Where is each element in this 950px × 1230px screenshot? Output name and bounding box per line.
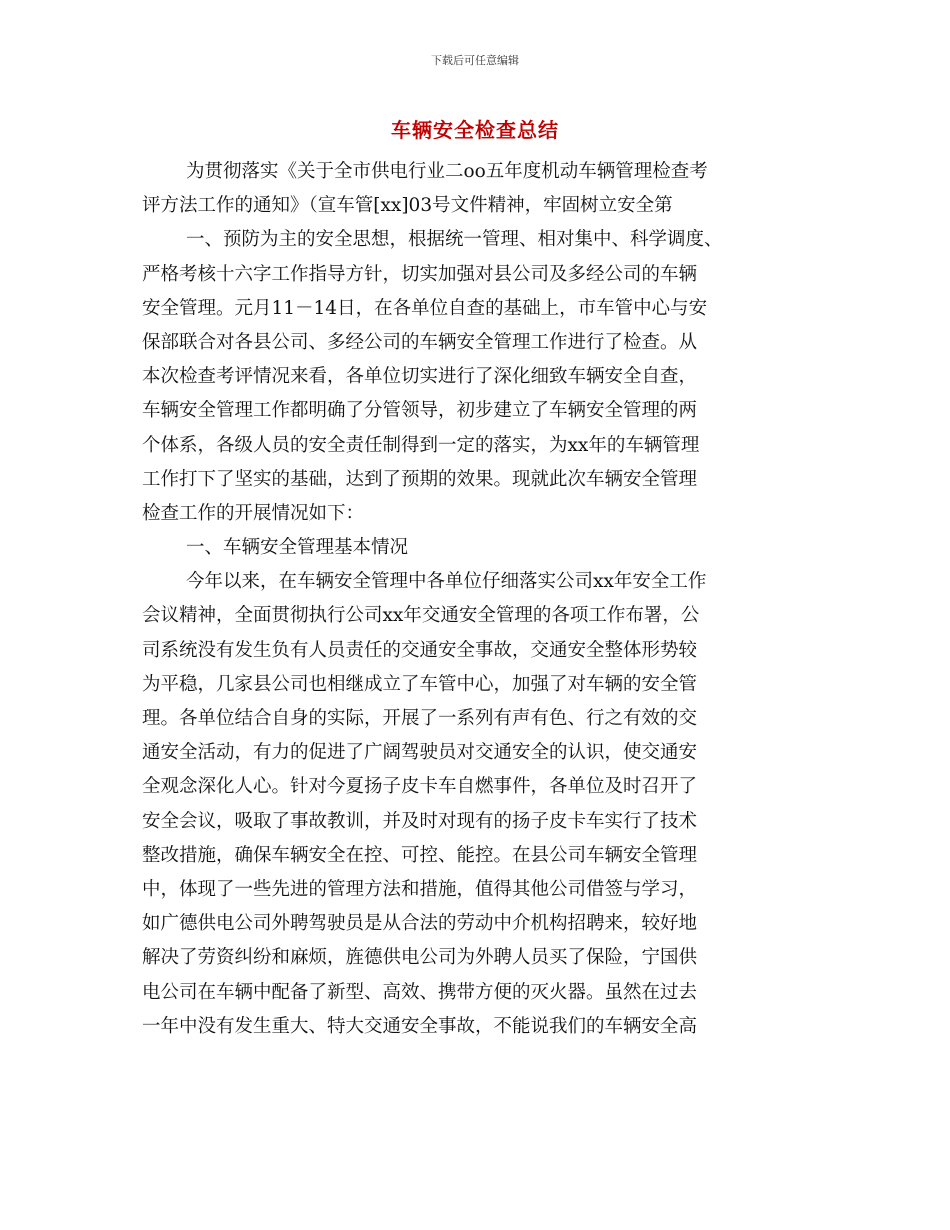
body-line: 司系统没有发生负有人员责任的交通安全事故，交通安全整体形势较 — [142, 639, 698, 661]
body-line: 理。各单位结合自身的实际，开展了一系列有声有色、行之有效的交 — [142, 708, 698, 729]
body-line: 电公司在车辆中配备了新型、高效、携带方便的灭火器。虽然在过去 — [142, 981, 698, 1003]
body-line: 为贯彻落实《关于全市供电行业二oo五年度机动车辆管理检查考 — [186, 161, 708, 182]
body-line: 工作打下了坚实的基础，达到了预期的效果。现就此次车辆安全管理 — [142, 468, 698, 490]
body-line: 一年中没有发生重大、特大交通安全事故，不能说我们的车辆安全高 — [142, 1015, 698, 1037]
body-line: 评方法工作的通知》（宣车管[xx]03号文件精神，牢固树立安全第 — [142, 195, 673, 217]
body-line: 中，体现了一些先进的管理方法和措施，值得其他公司借签与学习， — [142, 878, 698, 900]
body-line: 今年以来，在车辆安全管理中各单位仔细落实公司xx年安全工作 — [186, 571, 707, 593]
body-line: 如广德供电公司外聘驾驶员是从合法的劳动中介机构招聘来，较好地 — [142, 913, 698, 935]
body-line: 解决了劳资纠纷和麻烦，旌德供电公司为外聘人员买了保险，宁国供 — [142, 947, 698, 969]
document-title: 车辆安全检查总结 — [391, 118, 559, 142]
body-line: 本次检查考评情况来看，各单位切实进行了深化细致车辆安全自查， — [142, 366, 698, 388]
document-body — [142, 155, 808, 1044]
body-line: 检查工作的开展情况如下： — [142, 502, 365, 524]
body-line: 一、车辆安全管理基本情况 — [186, 537, 409, 559]
body-line: 整改措施，确保车辆安全在控、可控、能控。在县公司车辆安全管理 — [142, 844, 698, 866]
body-line: 个体系，各级人员的安全责任制得到一定的落实，为xx年的车辆管理 — [142, 434, 700, 456]
body-line: 严格考核十六字工作指导方针，切实加强对县公司及多经公司的车辆 — [142, 263, 698, 285]
body-line: 保部联合对各县公司、多经公司的车辆安全管理工作进行了检查。从 — [142, 331, 698, 353]
body-line: 车辆安全管理工作都明确了分管领导，初步建立了车辆安全管理的两 — [142, 400, 698, 422]
body-line: 一、预防为主的安全思想，根据统一管理、相对集中、科学调度、 — [186, 229, 723, 251]
body-line: 全观念深化人心。针对今夏扬子皮卡车自燃事件，各单位及时召开了 — [142, 776, 698, 798]
body-line: 会议精神，全面贯彻执行公司xx年交通安全管理的各项工作布署，公 — [142, 605, 700, 627]
body-line: 为平稳，几家县公司也相继成立了车管中心，加强了对车辆的安全管 — [142, 673, 698, 695]
body-line: 通安全活动，有力的促进了广阔驾驶员对交通安全的认识，使交通安 — [142, 742, 698, 764]
body-line: 安全管理。元月11－14日，在各单位自查的基础上，市车管中心与安 — [142, 297, 708, 319]
body-line: 安全会议，吸取了事故教训，并及时对现有的扬子皮卡车实行了技术 — [142, 810, 698, 832]
header-note: 下载后可任意编辑 — [431, 54, 519, 67]
